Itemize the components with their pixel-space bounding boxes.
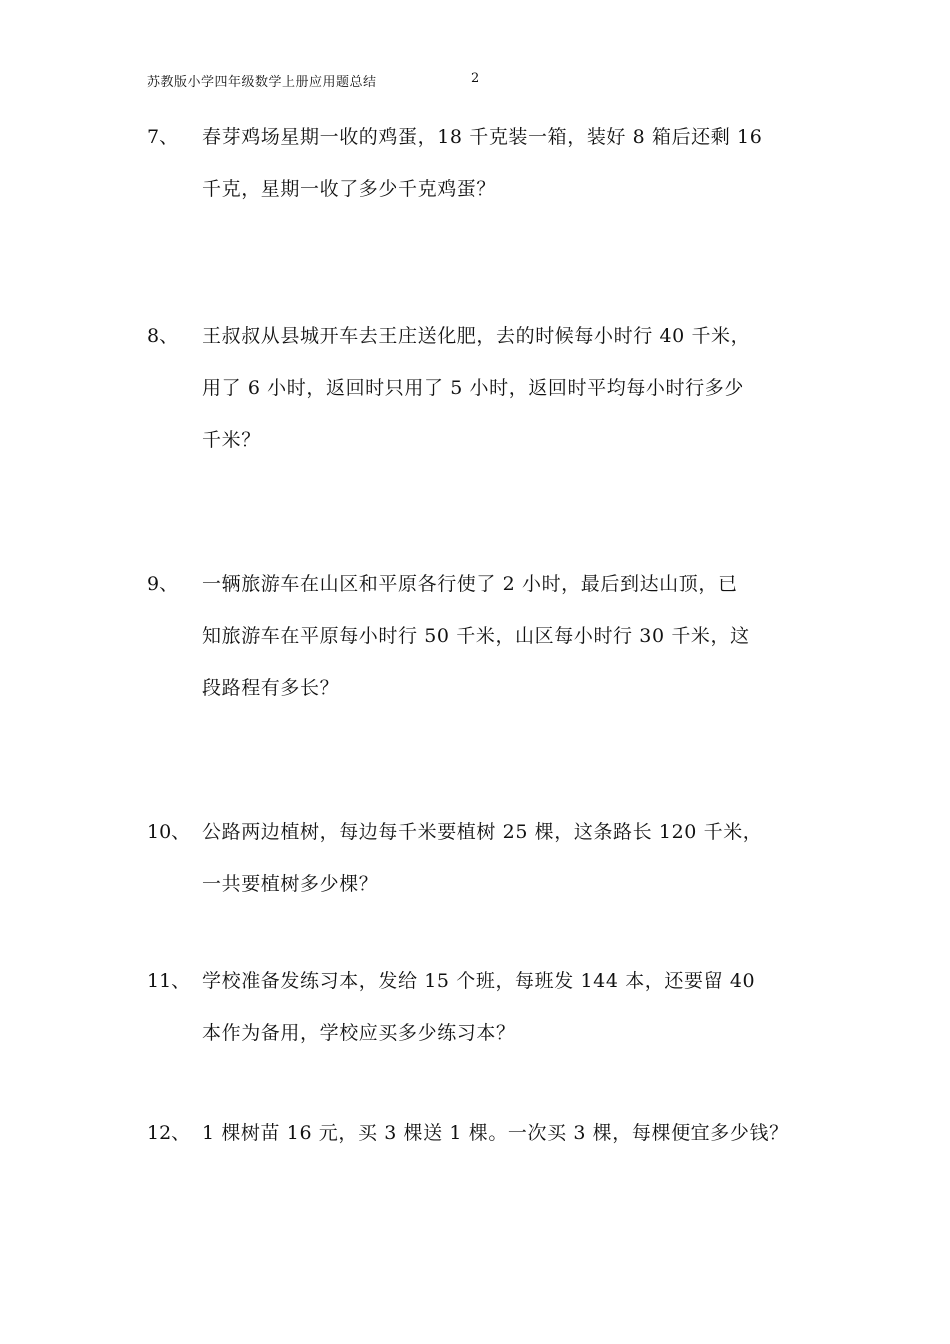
- page-number: 2: [471, 71, 480, 86]
- problem-line: 春芽鸡场星期一收的鸡蛋，18 千克装一箱，装好 8 箱后还剩 16: [202, 126, 763, 148]
- problem-line: 知旅游车在平原每小时行 50 千米，山区每小时行 30 千米，这: [202, 625, 750, 647]
- problem-line: 一共要植树多少棵？: [202, 873, 379, 895]
- problem-line: 本作为备用，学校应买多少练习本？: [202, 1022, 516, 1044]
- problem-line: 一辆旅游车在山区和平原各行使了 2 小时，最后到达山顶，已: [202, 573, 738, 595]
- header-title: 苏教版小学四年级数学上册应用题总结: [147, 75, 377, 90]
- problem-line: 段路程有多长？: [202, 677, 340, 699]
- problem-text: [202, 1107, 808, 1159]
- problem-line: 千米？: [202, 429, 261, 451]
- problem-number: 10、: [147, 821, 191, 843]
- problem-line: 公路两边植树，每边每千米要植树 25 棵，这条路长 120 千米，: [202, 821, 763, 843]
- problem-line: 用了 6 小时，返回时只用了 5 小时，返回时平均每小时行多少: [202, 377, 744, 399]
- problem-text: [202, 310, 808, 466]
- problem-line: 1 棵树苗 16 元，买 3 棵送 1 棵。一次买 3 棵，每棵便宜多少钱？: [202, 1122, 789, 1144]
- problem-line: 王叔叔从县城开车去王庄送化肥，去的时候每小时行 40 千米，: [202, 325, 751, 347]
- problem-text: [202, 558, 808, 714]
- problem-number: 9、: [147, 573, 179, 595]
- problem-text: [202, 955, 808, 1059]
- problem-line: 学校准备发练习本，发给 15 个班，每班发 144 本，还要留 40: [202, 970, 756, 992]
- problem-text: [202, 111, 808, 215]
- problem-number: 7、: [147, 126, 179, 148]
- problem-number: 12、: [147, 1122, 191, 1144]
- problem-number: 11、: [147, 970, 191, 992]
- problem-line: 千克，星期一收了多少千克鸡蛋？: [202, 178, 497, 200]
- problem-number: 8、: [147, 325, 179, 347]
- problem-text: [202, 806, 808, 910]
